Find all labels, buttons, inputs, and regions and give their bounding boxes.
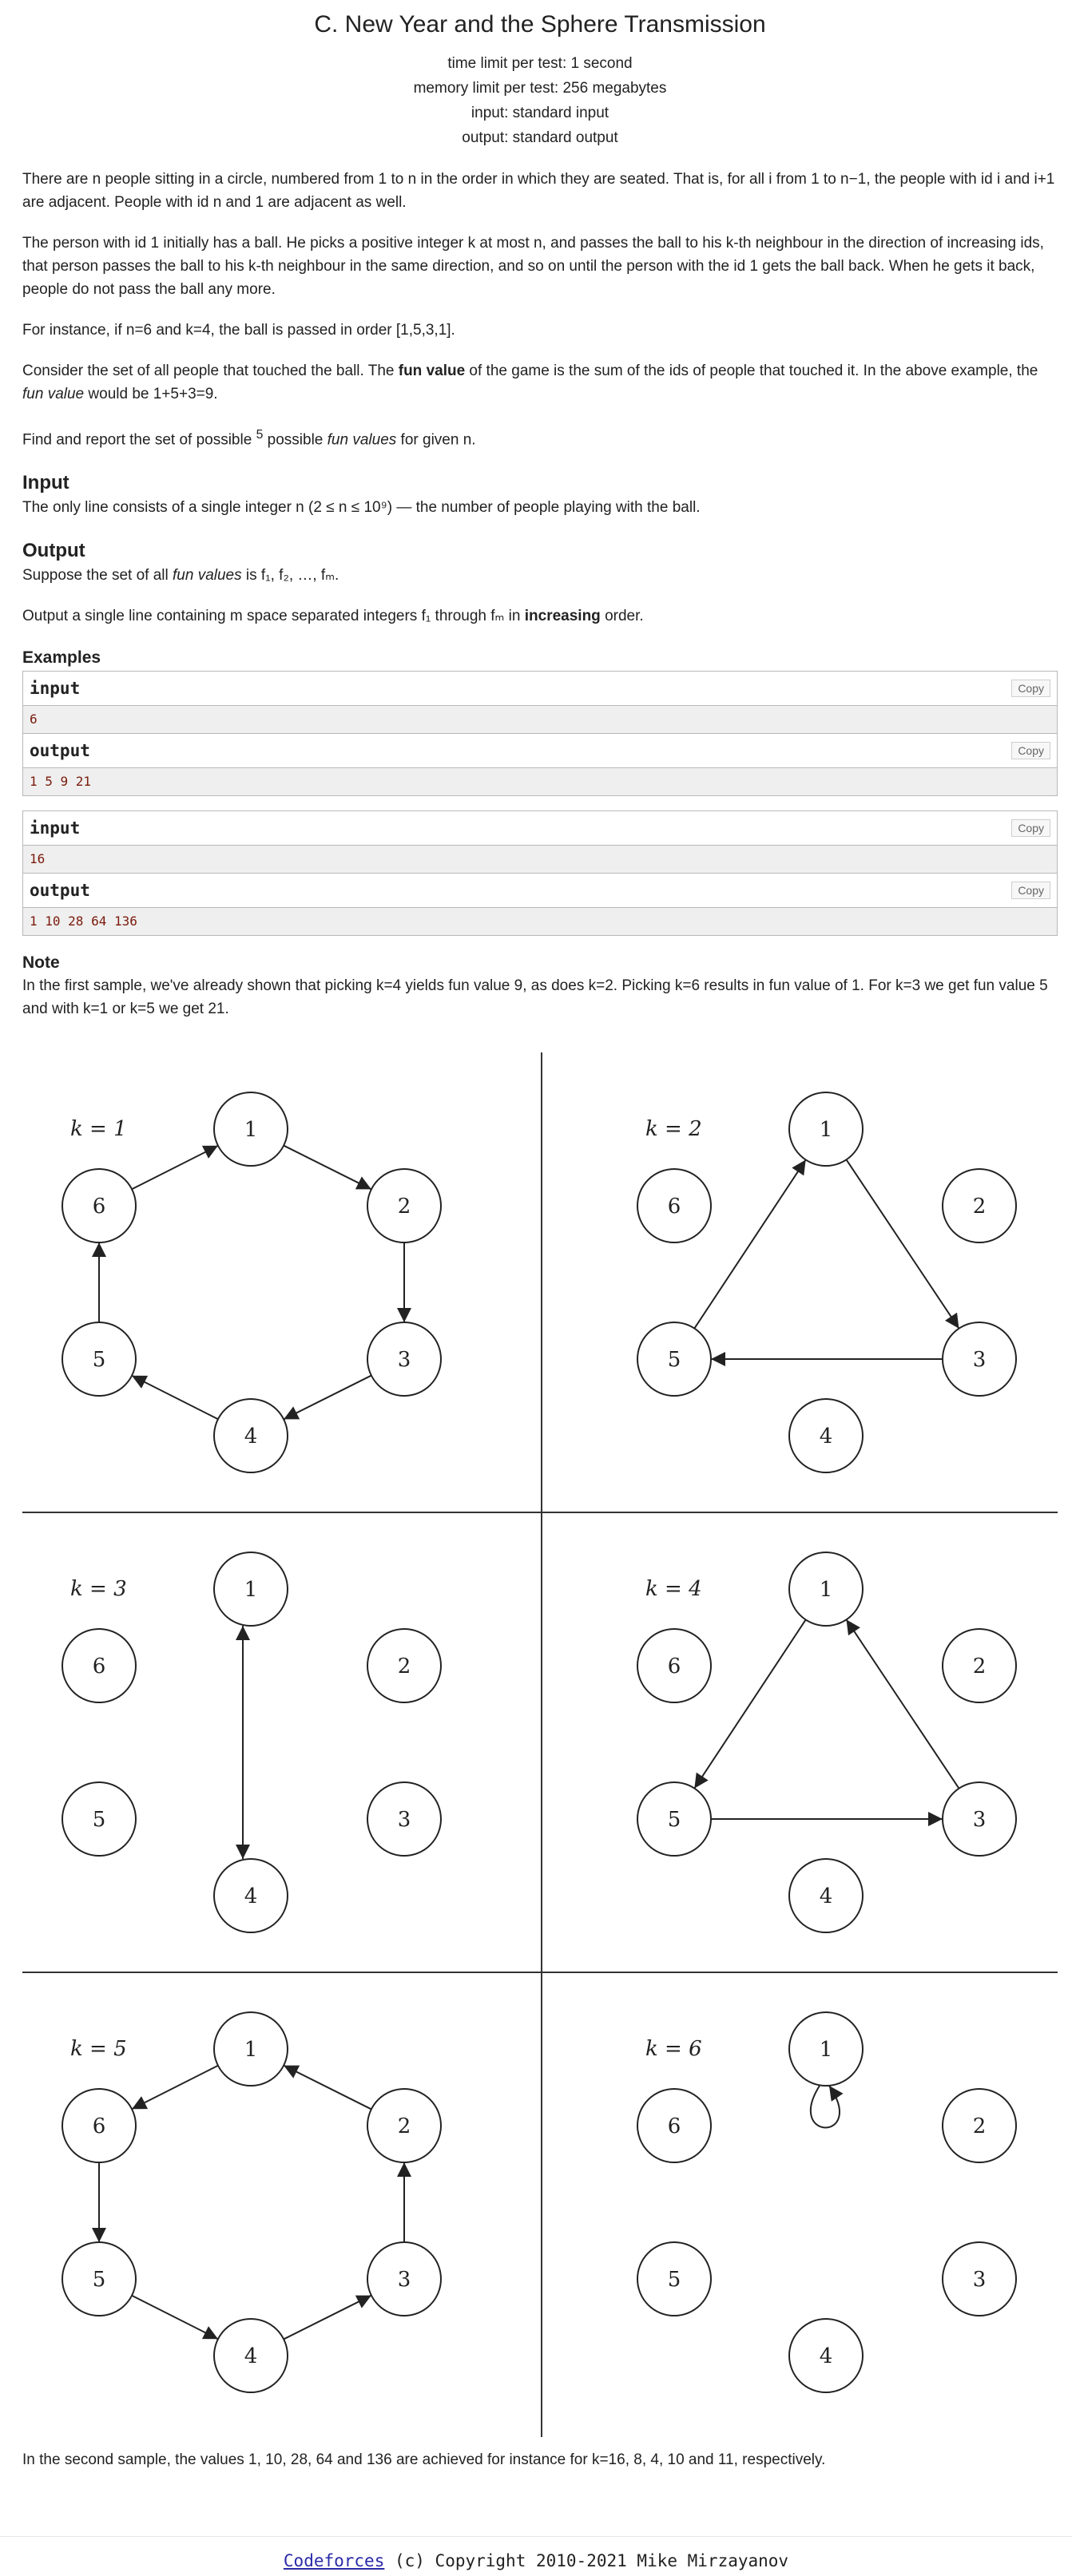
- note-text-1: In the first sample, we've already shown that picking k=4 yields fun value 9, as does k=2. Picking k=6 results in fun value of 1. For k=3 we get fun value 5 and with k=1 or k=5 we get 21.: [22, 977, 1048, 1018]
- panel-k-label: k = 4: [645, 1577, 702, 1601]
- transmission-arrow: [132, 2296, 218, 2340]
- footer-copyright: (c) Copyright 2010-2021 Mike Mirzayanov: [384, 2551, 789, 2570]
- example-2: [22, 810, 1058, 936]
- transmission-arrow: [694, 1159, 805, 1328]
- example-input-label: input: [30, 679, 81, 699]
- memory-limit: memory limit per test: 256 megabytes: [413, 80, 667, 97]
- problem-limits: [22, 51, 1058, 150]
- transmission-arrow: [284, 2066, 371, 2110]
- transmission-arrow: [132, 1376, 218, 1420]
- example-output-value: 1 10 28 64 136: [23, 908, 1057, 935]
- person-node-label: 5: [667, 1348, 681, 1372]
- person-node-label: 3: [972, 1808, 987, 1832]
- output-text-2: Output a single line containing m space separated integers f₁ through fₘ in increasing order.: [22, 608, 644, 625]
- output-spec: output: standard output: [462, 129, 618, 146]
- person-node-label: 3: [397, 2268, 411, 2292]
- statement-paragraph-1: There are n people sitting in a circle, numbered from 1 to n in the order in which they are seated. That is, for all i from 1 to n−1, the people with id i and i+1 are adjacent. People with id n and 1 are adjacent as well.: [22, 171, 1055, 211]
- person-node-label: 6: [92, 2114, 106, 2138]
- transmission-arrow: [694, 1619, 805, 1788]
- k-panel-3: [62, 1552, 441, 1932]
- transmission-arrow: [284, 1146, 371, 1190]
- person-node-label: 3: [397, 1808, 411, 1832]
- copy-button[interactable]: Copy: [1011, 742, 1050, 759]
- person-node-label: 4: [244, 1884, 258, 1908]
- k-panel-5: [62, 2012, 441, 2392]
- input-text: The only line consists of a single integer n (2 ≤ n ≤ 10⁹) — the number of people playing with the ball.: [22, 499, 701, 517]
- k-panel-1: [62, 1092, 441, 1472]
- note-heading: Note: [22, 953, 60, 973]
- person-node-label: 5: [92, 1808, 106, 1832]
- person-node-label: 4: [819, 2344, 833, 2368]
- note-text-2: In the second sample, the values 1, 10, 28, 64 and 136 are achieved for instance for k=16, 8, 4, 10 and 11, respectively.: [22, 2451, 826, 2468]
- k-panel-6: [637, 2012, 1016, 2392]
- person-node-label: 1: [819, 1118, 833, 1142]
- statement-paragraph-2: The person with id 1 initially has a ball. He picks a positive integer k at most n, and passes the ball to his k-th neighbour in the direction of increasing ids, that person passes the ball to his k-th neighbour in the same direction, and so on until the person with the id 1 gets the ball back. When he gets it back, people do not pass the ball any more.: [22, 235, 1044, 298]
- transmission-arrow: [847, 1619, 959, 1788]
- input-spec: input: standard input: [470, 105, 609, 121]
- transmission-arrow: [132, 2066, 218, 2110]
- person-node-label: 5: [667, 1808, 681, 1832]
- panel-k-label: k = 3: [70, 1577, 127, 1601]
- transmission-arrow: [284, 1376, 371, 1420]
- panel-k-label: k = 5: [70, 2037, 127, 2061]
- person-node-label: 1: [244, 2038, 258, 2062]
- transmission-arrow: [811, 2086, 840, 2128]
- person-node-label: 2: [397, 2114, 411, 2138]
- k-transmission-figure: [22, 1052, 1058, 2437]
- transmission-arrow: [132, 1146, 218, 1190]
- person-node-label: 5: [92, 2268, 106, 2292]
- person-node-label: 1: [819, 1578, 833, 1602]
- statement-paragraph-3: For instance, if n=6 and k=4, the ball is passed in order [1,5,3,1].: [22, 322, 455, 339]
- example-input-value: 16: [23, 846, 1057, 874]
- person-node-label: 6: [667, 1195, 681, 1219]
- k-panel-2: [637, 1092, 1016, 1472]
- person-node-label: 5: [92, 1348, 106, 1372]
- output-text-1: Suppose the set of all fun values is f₁, f₂, …, fₘ.: [22, 567, 339, 585]
- person-node-label: 5: [667, 2268, 681, 2292]
- person-node-label: 1: [819, 2038, 833, 2062]
- person-node-label: 2: [397, 1655, 411, 1678]
- statement-paragraph-5: Find and report the set of possible $^5$ possible fun values for given n.: [22, 428, 476, 449]
- person-node-label: 3: [972, 1348, 987, 1372]
- example-output-label: output: [30, 741, 90, 761]
- copy-button[interactable]: Copy: [1011, 680, 1050, 697]
- person-node-label: 6: [92, 1195, 106, 1219]
- k-panel-4: [637, 1552, 1016, 1932]
- person-node-label: 3: [397, 1348, 411, 1372]
- copy-button[interactable]: Copy: [1011, 882, 1050, 899]
- transmission-arrow: [847, 1159, 959, 1328]
- person-node-label: 4: [819, 1884, 833, 1908]
- person-node-label: 2: [972, 1195, 987, 1219]
- problem-title: C. New Year and the Sphere Transmission: [314, 11, 766, 38]
- person-node-label: 2: [972, 2114, 987, 2138]
- time-limit: time limit per test: 1 second: [447, 55, 633, 72]
- example-output-label: output: [30, 881, 90, 901]
- person-node-label: 4: [819, 1425, 833, 1449]
- transmission-arrow: [284, 2296, 371, 2340]
- example-input-label: input: [30, 818, 81, 838]
- example-output-value: 1 5 9 21: [23, 768, 1057, 795]
- person-node-label: 3: [972, 2268, 987, 2292]
- example-1: [22, 671, 1058, 796]
- panel-k-label: k = 1: [70, 1117, 127, 1141]
- person-node-label: 6: [667, 2114, 681, 2138]
- input-heading: Input: [22, 472, 69, 494]
- codeforces-link[interactable]: Codeforces: [283, 2551, 385, 2570]
- panel-k-label: k = 2: [645, 1117, 702, 1141]
- copy-button[interactable]: Copy: [1011, 819, 1050, 837]
- statement-paragraph-4: Consider the set of all people that touched the ball. The fun value of the game is the sum of the ids of people that touched it. In the above example, the fun value would be 1+5+3=9.: [22, 363, 1038, 402]
- person-node-label: 2: [397, 1195, 411, 1219]
- person-node-label: 6: [92, 1655, 106, 1678]
- person-node-label: 2: [972, 1655, 987, 1678]
- person-node-label: 1: [244, 1578, 258, 1602]
- person-node-label: 1: [244, 1118, 258, 1142]
- examples-heading: Examples: [22, 648, 101, 668]
- panel-k-label: k = 6: [645, 2037, 702, 2061]
- output-heading: Output: [22, 540, 85, 562]
- person-node-label: 4: [244, 2344, 258, 2368]
- person-node-label: 6: [667, 1655, 681, 1678]
- example-input-value: 6: [23, 706, 1057, 734]
- person-node-label: 4: [244, 1425, 258, 1449]
- footer: [0, 2536, 1072, 2570]
